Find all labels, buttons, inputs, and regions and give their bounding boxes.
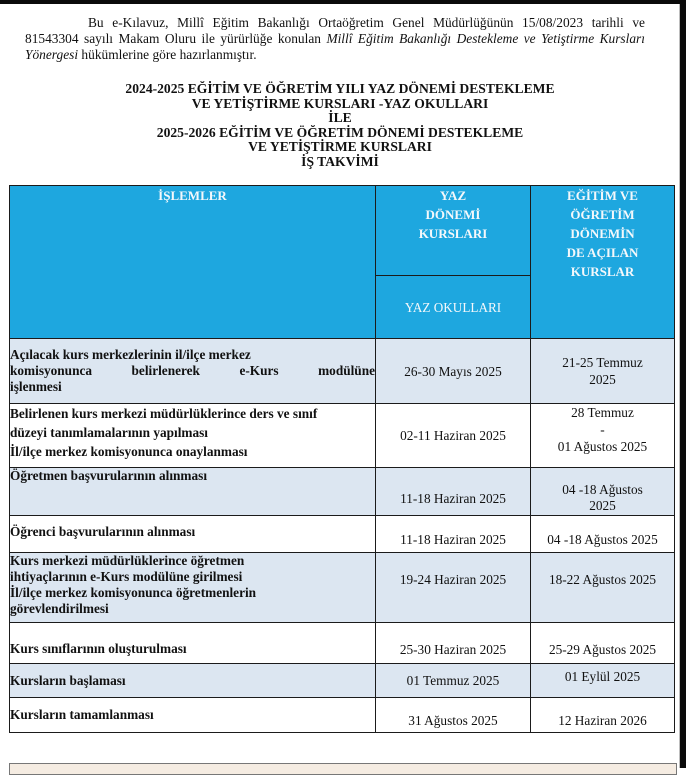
document-title	[0, 82, 680, 170]
row-yaz-date: 26-30 Mayıs 2025	[376, 339, 531, 404]
row-egitim-date: 25-29 Ağustos 2025	[531, 623, 675, 664]
row-egitim-date: 04 -18 Ağustos 2025	[531, 516, 675, 553]
row-yaz-date: 11-18 Haziran 2025	[376, 516, 531, 553]
row-task: Öğrenci başvurularının alınması	[10, 516, 376, 553]
row-egitim-date: 01 Eylül 2025	[531, 664, 675, 698]
row-task: Öğretmen başvurularının alınması	[10, 468, 376, 516]
title-line: İLE	[328, 110, 352, 126]
row-task: Kurs sınıflarının oluşturulması	[10, 623, 376, 664]
title-line: 2025-2026 EĞİTİM VE ÖĞRETİM DÖNEMİ DESTEKLEME	[156, 124, 524, 140]
window-frame-right	[680, 0, 686, 768]
header-yaz-donemi: YAZ DÖNEMİ KURSLARI	[376, 186, 531, 276]
intro-text-end: hükümlerine göre hazırlanmıştır.	[78, 47, 257, 62]
header-islemler: İŞLEMLER	[10, 186, 376, 339]
header-yaz-okullari: YAZ OKULLARI	[376, 276, 531, 339]
row-yaz-date: 19-24 Haziran 2025	[376, 553, 531, 623]
table-row	[10, 623, 675, 664]
next-section-box	[9, 763, 677, 775]
row-task: Kurs merkezi müdürlüklerince öğretmen ihtiyaçlarının e-Kurs modülüne girilmesi İl/ilçe merkez komisyonunca öğretmenlerin görevlendirilmesi	[10, 553, 376, 623]
row-yaz-date: 25-30 Haziran 2025	[376, 623, 531, 664]
row-egitim-date: 28 Temmuz - 01 Ağustos 2025	[531, 404, 675, 468]
title-line: İŞ TAKVİMİ	[301, 153, 379, 169]
row-task: Kursların başlaması	[10, 664, 376, 698]
row-task: Belirlenen kurs merkezi müdürlüklerince ders ve sınıf düzeyi tanımlamalarının yapılması İl/ilçe merkez komisyonunca onaylanması	[10, 404, 376, 468]
row-egitim-date: 18-22 Ağustos 2025	[531, 553, 675, 623]
row-yaz-date: 31 Ağustos 2025	[376, 698, 531, 733]
table-row	[10, 339, 675, 404]
table-row	[10, 404, 675, 468]
table-row	[10, 516, 675, 553]
row-task: Kursların tamamlanması	[10, 698, 376, 733]
table-row	[10, 698, 675, 733]
window-frame-top	[0, 0, 686, 4]
title-line: 2024-2025 EĞİTİM VE ÖĞRETİM YILI YAZ DÖNEMİ DESTEKLEME	[125, 81, 555, 96]
table-row	[10, 664, 675, 698]
title-line: VE YETİŞTİRME KURSLARI -YAZ OKULLARI	[191, 95, 489, 111]
title-line: VE YETİŞTİRME KURSLARI	[248, 139, 432, 155]
row-yaz-date: 02-11 Haziran 2025	[376, 404, 531, 468]
row-task: Açılacak kurs merkezlerinin il/ilçe merkez komisyonunca belirlenerek e-Kurs modülüne işlenmesi	[10, 339, 376, 404]
table-row	[10, 553, 675, 623]
row-egitim-date: 12 Haziran 2026	[531, 698, 675, 733]
intro-italic-title: Millî Eğitim Bakanlığı Destekleme ve Yetiştirme Kursları Yönergesi	[25, 31, 645, 62]
row-egitim-date: 21-25 Temmuz 2025	[531, 339, 675, 404]
schedule-table	[9, 185, 675, 733]
intro-text: Bu e-Kılavuz, Millî Eğitim Bakanlığı Ortaöğretim Genel Müdürlüğünün 15/08/2023 tarihli ve 81543304 sayılı Makam Oluru ile yürürlüğe konulan	[25, 15, 645, 46]
table-row	[10, 468, 675, 516]
row-egitim-date: 04 -18 Ağustos 2025	[531, 468, 675, 516]
row-yaz-date: 01 Temmuz 2025	[376, 664, 531, 698]
row-yaz-date: 11-18 Haziran 2025	[376, 468, 531, 516]
header-egitim-ogretim: EĞİTİM VE ÖĞRETİM DÖNEMİN DE AÇILAN KURSLAR	[531, 186, 675, 339]
intro-paragraph	[25, 15, 645, 63]
